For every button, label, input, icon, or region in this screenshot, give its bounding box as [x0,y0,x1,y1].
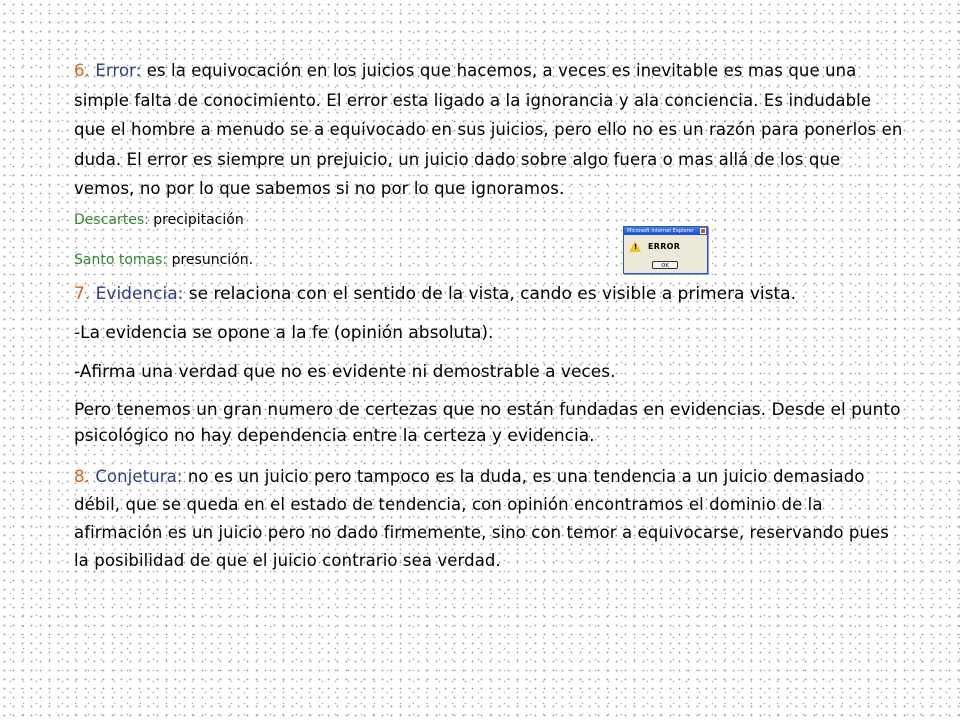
close-icon [700,228,706,234]
section-number: 6. [74,61,90,80]
section-number: 7. [74,283,91,304]
section-evidencia [74,280,904,309]
section-text: es la equivocación en los juicios que hacemos, a veces es inevitable es mas que una simple falta de conocimiento. El error esta ligado a la ignorancia y ala conciencia. Es indudable que el hombre a menudo se a equivocado en sus juicios, pero ello no es un razón para ponerlos en duda. El error es siempre un prejuicio, un juicio dado sobre algo fuera o mas allá de los que vemos, no por lo que sabemos si no por lo que ignoramos. [74,61,903,198]
evidencia-line: -La evidencia se opone a la fe (opinión absoluta). [74,322,494,343]
section-term: Conjetura: [95,466,183,486]
section-number: 8. [74,466,90,486]
warning-mark: ! [634,243,638,251]
note-santo-tomas [74,250,904,270]
note-text: precipitación [148,211,244,228]
dialog-titlebar: Microsoft Internet Explorer [624,227,707,235]
section-text: no es un juicio pero tampoco es la duda, es una tendencia a un juicio demasiado débil, que se queda en el estado de tendencia, con opinión encontramos el dominio de la afirmación es un juicio pero no dado firmemente, sino con temor a equivocarse, reservando pues la posibilidad de que el juicio contrario sea verdad. [74,466,889,570]
error-dialog-image [623,226,708,274]
note-author: Descartes: [74,211,149,228]
section-term: Evidencia: [95,283,184,304]
evidencia-line: -Afirma una verdad que no es evidente ni demostrable a veces. [74,361,616,382]
dialog-message: ERROR [648,242,681,251]
evidencia-paragraph: Pero tenemos un gran numero de certezas que no están fundadas en evidencias. Desde el punto psicológico no hay dependencia entre la certeza y evidencia. [74,399,901,446]
note-text: presunción. [167,251,254,268]
note-author: Santo tomas: [74,251,168,268]
section-term: Error: [95,61,142,80]
section-text: se relaciona con el sentido de la vista, cando es visible a primera vista. [183,283,797,304]
ok-button: OK [652,261,678,269]
section-conjetura [74,463,904,575]
note-descartes [74,210,904,230]
slide-content [74,56,904,575]
section-error [74,56,904,204]
